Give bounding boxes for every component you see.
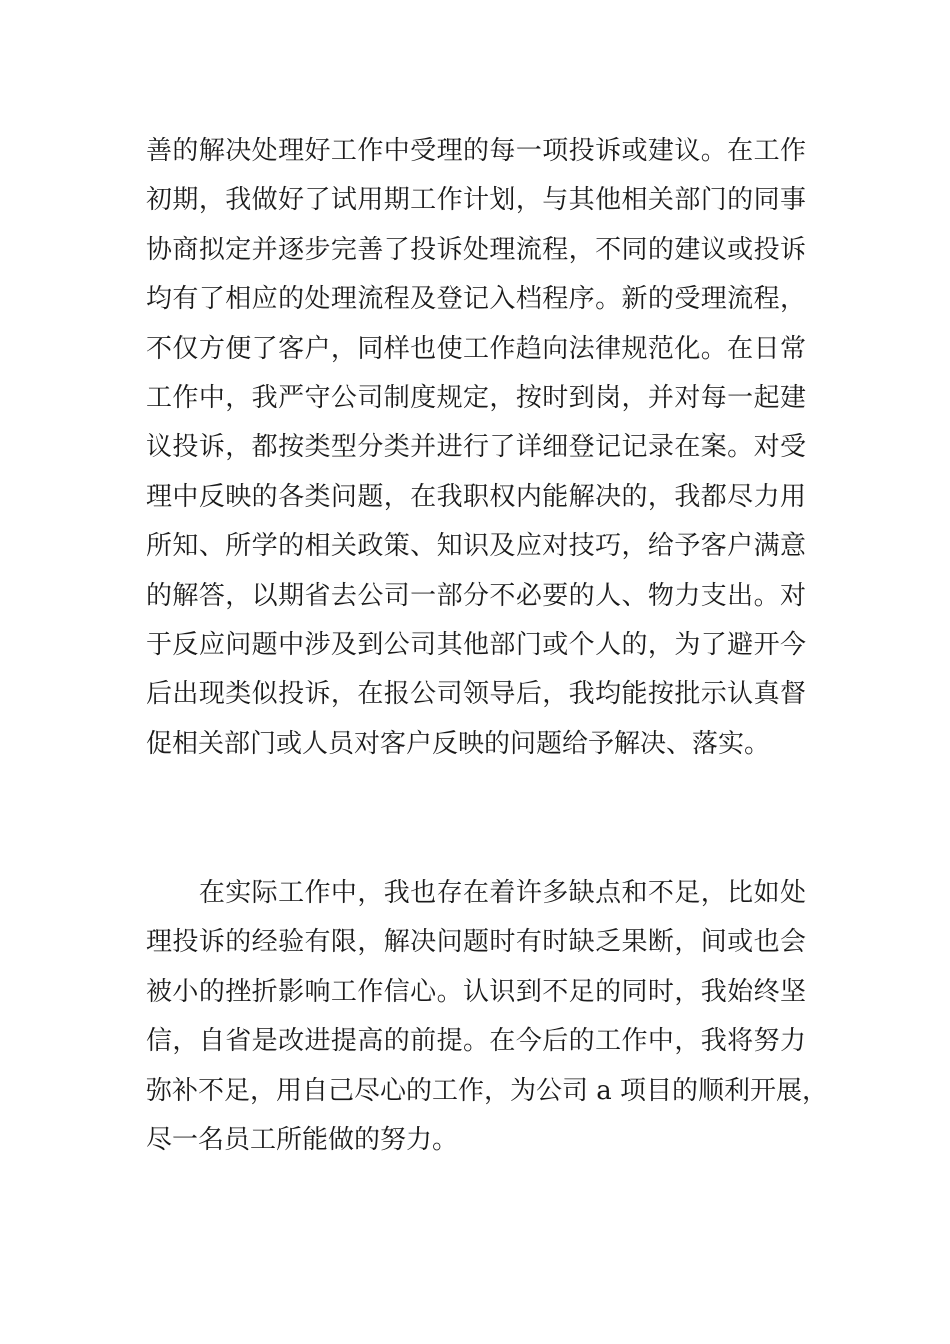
paragraph-line: 信，自省是改进提高的前提。在今后的工作中，我将努力 bbox=[146, 1026, 806, 1057]
paragraph-line: 议投诉，都按类型分类并进行了详细登记记录在案。对受 bbox=[146, 432, 806, 463]
paragraph-1 bbox=[146, 127, 806, 769]
paragraph-line: 尽一名员工所能做的努力。 bbox=[146, 1124, 459, 1155]
paragraph-line: 不仅方便了客户，同样也使工作趋向法律规范化。在日常 bbox=[146, 333, 806, 364]
paragraph-line: 促相关部门或人员对客户反映的问题给予解决、落实。 bbox=[146, 728, 771, 759]
paragraph-line: 弥补不足，用自己尽心的工作，为公司 a 项目的顺利开展， bbox=[146, 1075, 829, 1106]
paragraph-2 bbox=[146, 869, 829, 1165]
paragraph-line: 初期，我做好了试用期工作计划，与其他相关部门的同事 bbox=[146, 185, 806, 216]
paragraph-line: 的解答，以期省去公司一部分不必要的人、物力支出。对 bbox=[146, 580, 806, 611]
paragraph-line: 善的解决处理好工作中受理的每一项投诉或建议。在工作 bbox=[146, 136, 806, 166]
paragraph-line: 于反应问题中涉及到公司其他部门或个人的，为了避开今 bbox=[146, 629, 806, 660]
paragraph-line: 所知、所学的相关政策、知识及应对技巧，给予客户满意 bbox=[146, 531, 806, 562]
paragraph-line: 工作中，我严守公司制度规定，按时到岗，并对每一起建 bbox=[146, 382, 806, 413]
paragraph-line: 后出现类似投诉，在报公司领导后，我均能按批示认真督 bbox=[146, 679, 806, 710]
paragraph-line: 协商拟定并逐步完善了投诉处理流程，不同的建议或投诉 bbox=[146, 234, 806, 265]
paragraph-line: 理投诉的经验有限，解决问题时有时缺乏果断，间或也会 bbox=[146, 927, 806, 958]
paragraph-line: 被小的挫折影响工作信心。认识到不足的同时，我始终坚 bbox=[146, 976, 806, 1007]
paragraph-line: 在实际工作中，我也存在着许多缺点和不足，比如处 bbox=[146, 878, 806, 908]
paragraph-line: 均有了相应的处理流程及登记入档程序。新的受理流程， bbox=[146, 284, 806, 315]
paragraph-line: 理中反映的各类问题，在我职权内能解决的，我都尽力用 bbox=[146, 481, 806, 512]
